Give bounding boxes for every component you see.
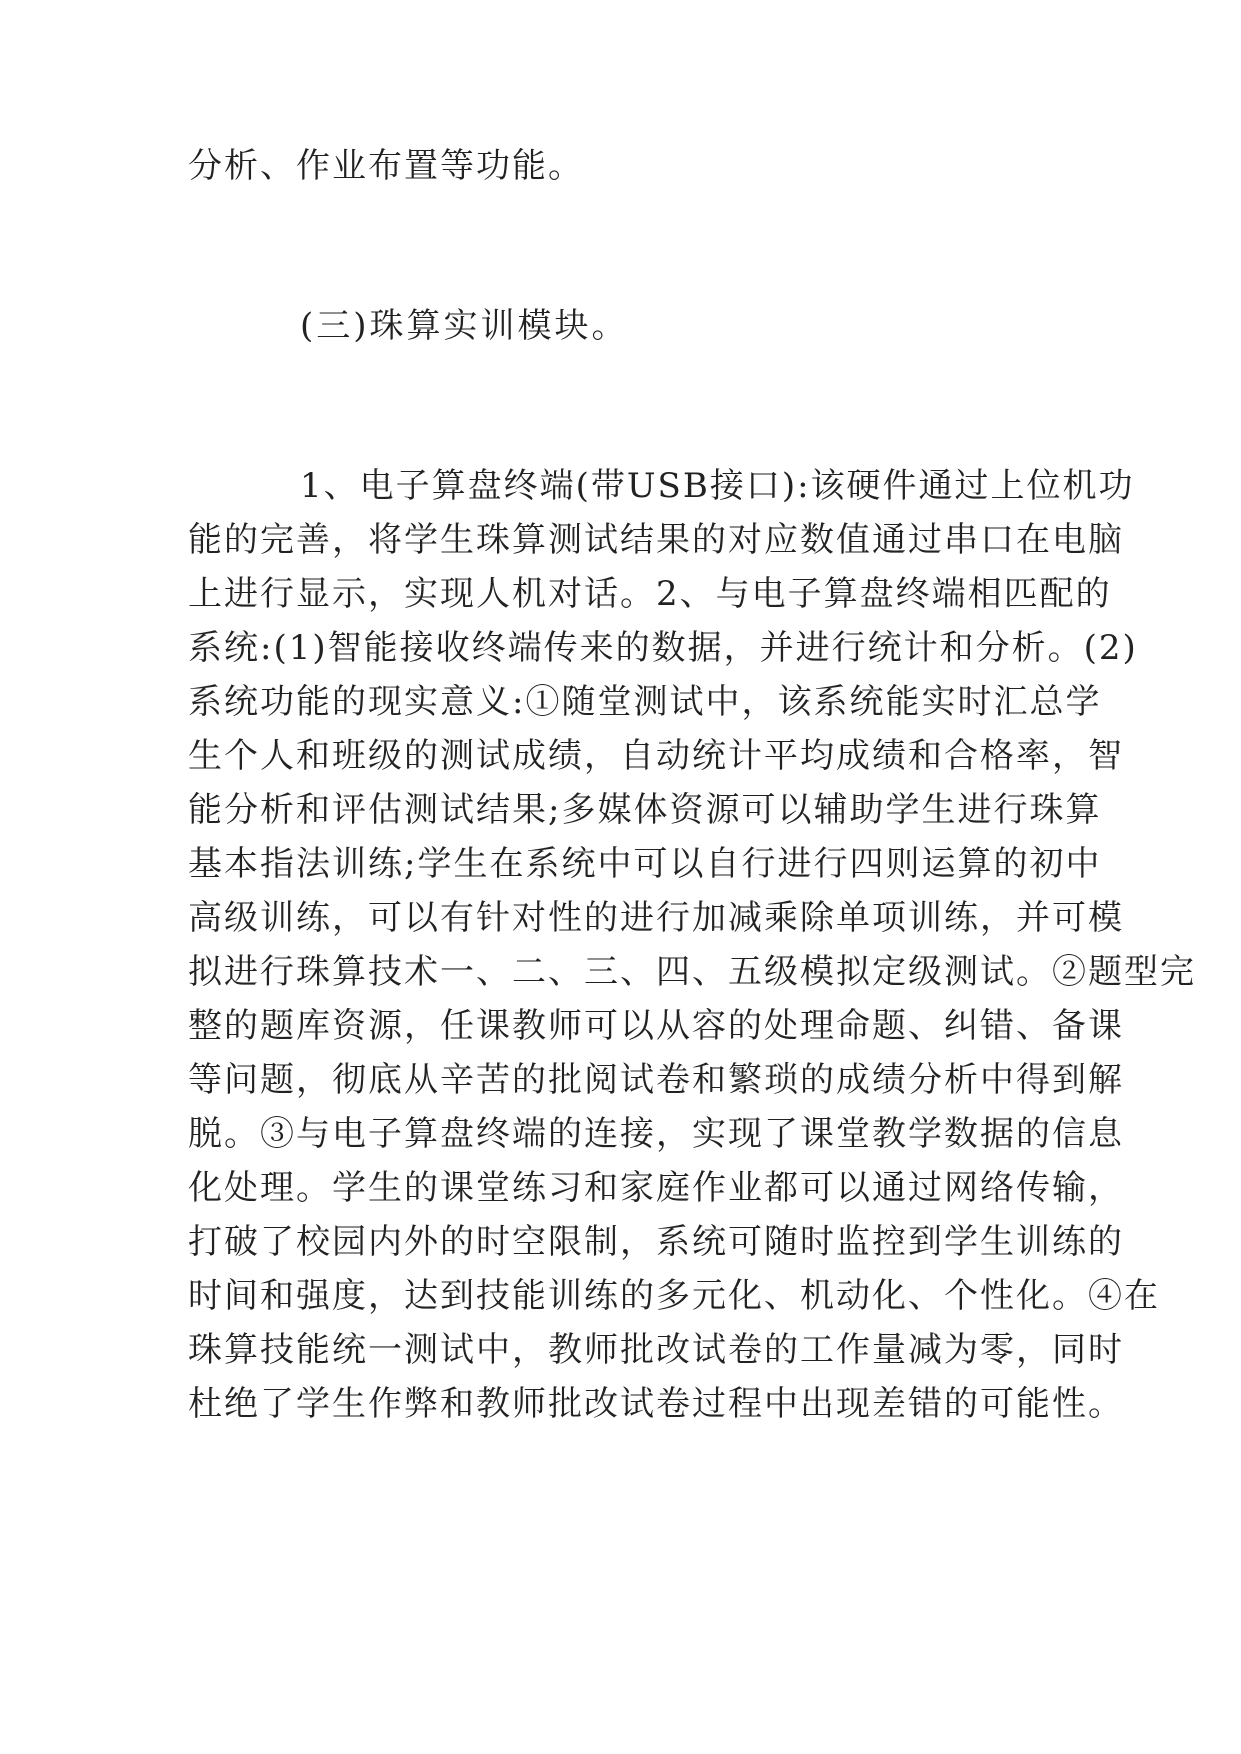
- paragraph-line: 珠算技能统一测试中，教师批改试卷的工作量减为零，同时: [188, 1330, 1124, 1370]
- paragraph-line: 1、电子算盘终端(带USB接口):该硬件通过上位机功: [300, 466, 1135, 506]
- section-heading: (三)珠算实训模块。: [300, 306, 629, 346]
- intro-line: 分析、作业布置等功能。: [188, 146, 584, 186]
- paragraph-line: 化处理。学生的课堂练习和家庭作业都可以通过网络传输，: [188, 1168, 1124, 1208]
- paragraph-line: 生个人和班级的测试成绩，自动统计平均成绩和合格率，智: [188, 736, 1124, 776]
- paragraph-line: 基本指法训练;学生在系统中可以自行进行四则运算的初中: [188, 844, 1102, 884]
- paragraph-line: 杜绝了学生作弊和教师批改试卷过程中出现差错的可能性。: [188, 1384, 1124, 1424]
- paragraph-line: 打破了校园内外的时空限制，系统可随时监控到学生训练的: [188, 1222, 1124, 1262]
- paragraph-line: 能的完善，将学生珠算测试结果的对应数值通过串口在电脑: [188, 520, 1124, 560]
- paragraph-line: 时间和强度，达到技能训练的多元化、机动化、个性化。④在: [188, 1276, 1160, 1316]
- paragraph-line: 能分析和评估测试结果;多媒体资源可以辅助学生进行珠算: [188, 790, 1102, 830]
- paragraph-line: 拟进行珠算技术一、二、三、四、五级模拟定级测试。②题型完: [188, 952, 1196, 992]
- paragraph-line: 系统功能的现实意义:①随堂测试中，该系统能实时汇总学: [188, 682, 1102, 722]
- paragraph-line: 上进行显示，实现人机对话。2、与电子算盘终端相匹配的: [188, 574, 1112, 614]
- paragraph-line: 等问题，彻底从辛苦的批阅试卷和繁琐的成绩分析中得到解: [188, 1060, 1124, 1100]
- paragraph-line: 高级训练，可以有针对性的进行加减乘除单项训练，并可模: [188, 898, 1124, 938]
- paragraph-line: 整的题库资源，任课教师可以从容的处理命题、纠错、备课: [188, 1006, 1124, 1046]
- paragraph-line: 脱。③与电子算盘终端的连接，实现了课堂教学数据的信息: [188, 1114, 1124, 1154]
- paragraph-line: 系统:(1)智能接收终端传来的数据，并进行统计和分析。(2): [188, 628, 1138, 668]
